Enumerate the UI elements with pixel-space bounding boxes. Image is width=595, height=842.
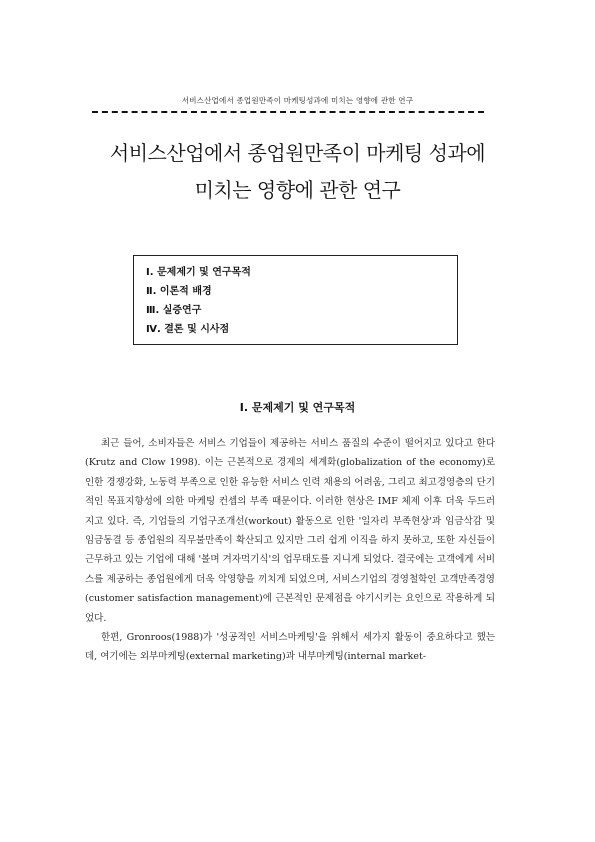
body-text: [85, 434, 495, 667]
table-of-contents: [133, 255, 458, 345]
paragraph-2: 한편, Gronroos(1988)가 '성공적인 서비스마케팅'을 위해서 세가지 활동이 중요하다고 했는데, 여기에는 외부마케팅(external marketing)과 내부마케팅(internal market-: [85, 632, 495, 663]
section-heading: Ⅰ. 문제제기 및 연구목적: [239, 401, 356, 414]
paper-title-line-2: 미치는 영향에 관한 연구: [194, 178, 401, 202]
toc-item-3: Ⅲ. 실증연구: [146, 305, 202, 316]
toc-item-4: Ⅳ. 결론 및 시사점: [146, 324, 230, 335]
toc-item-1: Ⅰ. 문제제기 및 연구목적: [146, 267, 251, 278]
toc-item-2: Ⅱ. 이론적 배경: [146, 286, 212, 297]
header-divider: [92, 111, 484, 113]
paragraph-1: 최근 들어, 소비자들은 서비스 기업들이 제공하는 서비스 품질의 수준이 떨어지고 있다고 한다(Krutz and Clow 1998). 이는 근본적으로 경제의 세계화(globalization of the economy)로 인한 경쟁강화, 노동력 부족으로 인한 유능한 서비스 인력 채용의 어려움, 그리고 최고경영층의 단기적인 목표지향성에 의한 마케팅 컨셉의 부족 때문이다. 이러한 현상은 IMF 체제 이후 더욱 두드러지고 있다. 즉, 기업들의 기업구조개선(workout) 활동으로 인한 '일자리 부족현상'과 임금삭감 및 임금동결 등 종업원의 직무불만족이 확산되고 있지만 그리 쉽게 이직을 하지 못하고, 또한 자신들이 근무하고 있는 기업에 대해 '볼며 겨자먹기식'의 업무태도를 지니게 되었다. 결국에는 고객에게 서비스를 제공하는 종업원에게 더욱 악영향을 끼치게 되었으며, 서비스기업의 경영철학인 고객만족경영(customer satisfaction management)에 근본적인 문제점을 야기시키는 요인으로 작용하게 되었다.: [85, 438, 495, 624]
running-header: 서비스산업에서 종업원만족이 마케팅성과에 미치는 영향에 관한 연구: [181, 96, 414, 105]
paper-title-line-1: 서비스산업에서 종업원만족이 마케팅 성과에: [109, 141, 486, 165]
